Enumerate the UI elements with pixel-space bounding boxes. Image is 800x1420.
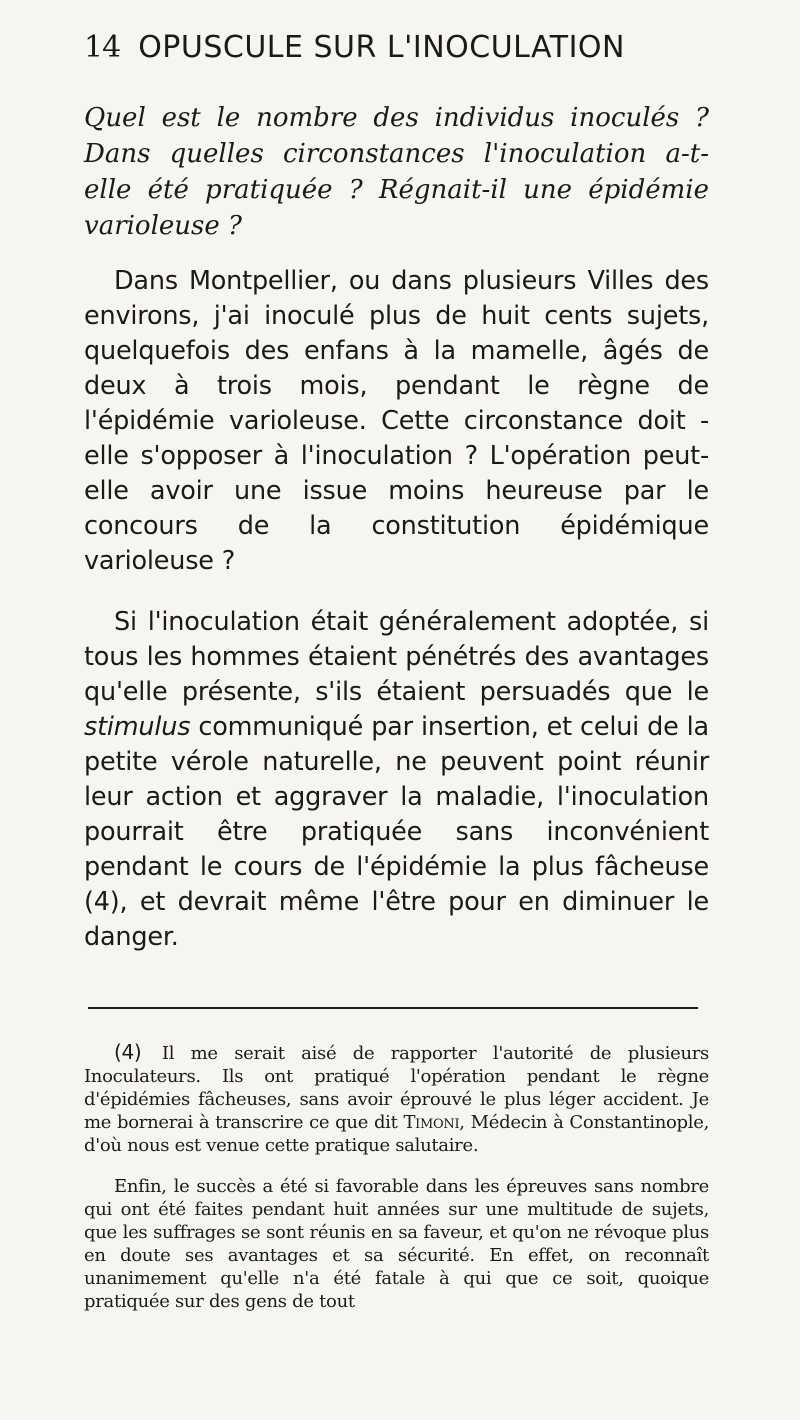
running-title: OPUSCULE SUR L'INOCULATION [138, 30, 625, 65]
footnote-quotation [84, 1175, 709, 1313]
paragraph-1-text: Dans Montpellier, ou dans plusieurs Villes des environs, j'ai inoculé plus de huit cents sujets, quelquefois des enfans à la mamelle, âgés de deux à trois mois, pendant le règne de l'épidémie varioleuse. Cette circonstance doit - elle s'opposer à l'inoculation ? L'opération peut-elle avoir une issue moins heureuse par le concours de la constitution épidémique varioleuse ? [84, 266, 709, 576]
paragraph-2-before: Si l'inoculation était généralement adoptée, si tous les hommes étaient pénétrés des avantages qu'elle présente, s'ils étaient persuadés que le [84, 606, 709, 707]
paragraph-inoculation-adoptee [84, 605, 709, 955]
footnote-author-name: Timoni [403, 1111, 460, 1133]
footnote-separator [88, 1007, 698, 1009]
footnote-text-after: , Médecin à Constantinople, d'où nous est venue cette pratique salutaire. [84, 1111, 710, 1156]
footnote-number: (4) [114, 1039, 142, 1064]
footnote-text-before: Il me serait aisé de rapporter l'autorité de plusieurs Inoculateurs. Ils ont pratiqué l'opération pendant le règne d'épidémies fâcheuses, sans avoir éprouvé le plus léger accident. Je me bornerai à transcrire ce que dit [84, 1042, 709, 1133]
footnote-4 [84, 1041, 709, 1157]
paragraph-2-after: communiqué par insertion, et celui de la petite vérole naturelle, ne peuvent point réunir leur action et aggraver la maladie, l'inoculation pourrait être pratiquée sans inconvénient pendant le cours de l'épidémie la plus fâcheuse (4), et devrait même l'être pour en diminuer le danger. [84, 711, 709, 952]
question-heading: Quel est le nombre des individus inoculés ? Dans quelles circonstances l'inoculation a-t-elle été pratiquée ? Régnait-il une épidémie varioleuse ? [84, 103, 709, 241]
footnote-continuation: Enfin, le succès a été si favorable dans les épreuves sans nombre qui ont été faites pendant huit années sur une multitude de sujets, que les suffrages se sont réunis en sa faveur, et qu'on ne révoque plus en doute ses avantages et sa sécurité. En effet, on reconnaît unanimement qu'elle n'a été fatale à qui que ce soit, quoique pratiquée sur des gens de tout [84, 1175, 709, 1312]
paragraph-2-italic-term: stimulus [84, 711, 191, 742]
running-head [84, 30, 709, 88]
page-number: 14 [84, 30, 121, 65]
paragraph-montpellier [84, 264, 709, 579]
book-page [84, 30, 709, 1331]
